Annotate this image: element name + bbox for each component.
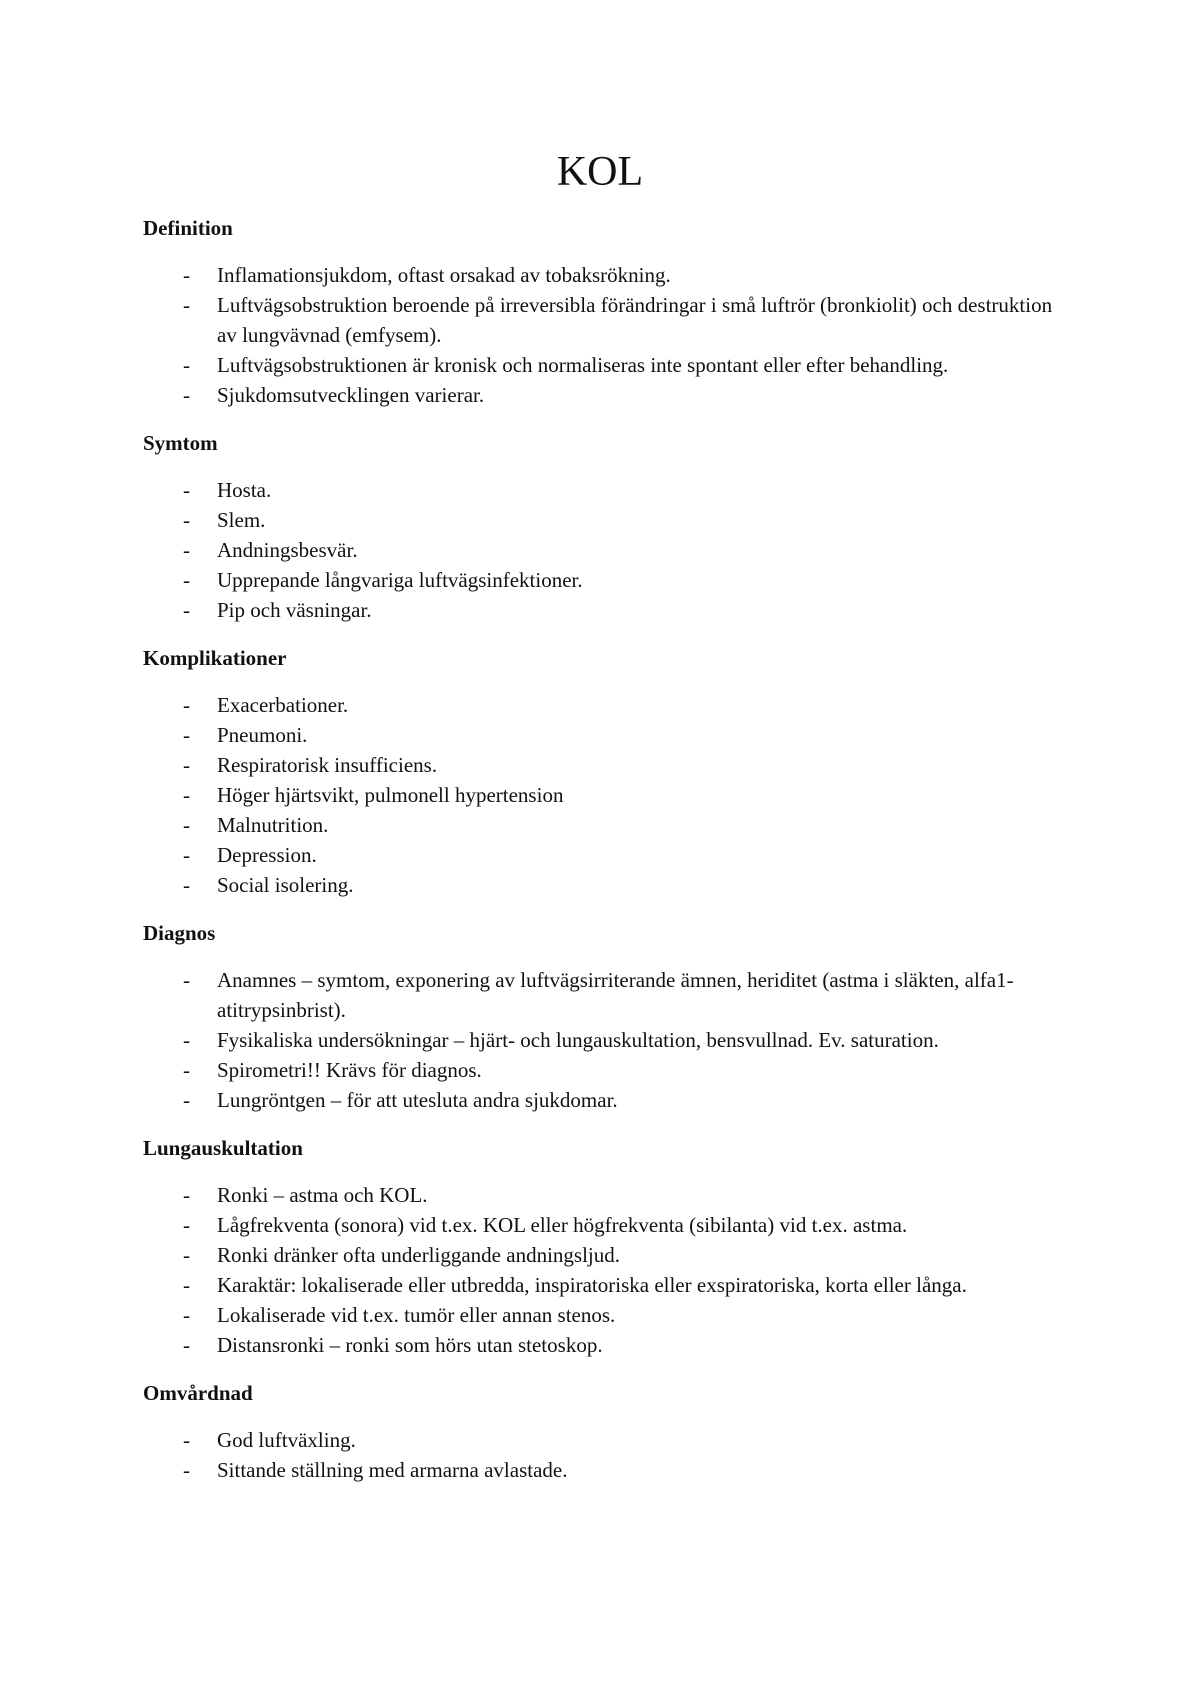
list-item <box>143 1270 1063 1300</box>
bullet-dash: - <box>183 478 190 502</box>
list-item <box>143 1300 1063 1330</box>
list-item <box>143 1025 1063 1055</box>
section-list <box>143 1180 1063 1360</box>
list-item <box>143 1085 1063 1115</box>
section-heading-omv-rdnad: Omvårdnad <box>143 1381 253 1405</box>
section-heading-definition: Definition <box>143 216 233 240</box>
list-item <box>143 1455 1063 1485</box>
list-item-text: God luftväxling. <box>217 1428 356 1452</box>
list-item-text: Social isolering. <box>217 873 354 897</box>
list-item-text: Ronki – astma och KOL. <box>217 1183 428 1207</box>
bullet-dash: - <box>183 873 190 897</box>
list-item <box>143 290 1063 350</box>
bullet-dash: - <box>183 783 190 807</box>
section-heading-komplikationer: Komplikationer <box>143 646 287 670</box>
list-item <box>143 260 1063 290</box>
list-item-text: Respiratorisk insufficiens. <box>217 753 438 777</box>
bullet-dash: - <box>183 1303 190 1327</box>
list-item-text: Anamnes – symtom, exponering av luftvägsirriterande ämnen, heriditet (astma i släkten, alfa1-atitrypsinbrist). <box>217 968 1014 1022</box>
list-item-text: Upprepande långvariga luftvägsinfektioner. <box>217 568 583 592</box>
list-item-text: Lokaliserade vid t.ex. tumör eller annan stenos. <box>217 1303 616 1327</box>
list-item-text: Andningsbesvär. <box>217 538 358 562</box>
list-item-text: Slem. <box>217 508 266 532</box>
list-item <box>143 475 1063 505</box>
list-item <box>143 380 1063 410</box>
bullet-dash: - <box>183 263 190 287</box>
section-list <box>143 475 1063 625</box>
section-list <box>143 260 1063 410</box>
list-item <box>143 1240 1063 1270</box>
list-item <box>143 780 1063 810</box>
section-list <box>143 690 1063 900</box>
list-item-text: Spirometri!! Krävs för diagnos. <box>217 1058 482 1082</box>
bullet-dash: - <box>183 353 190 377</box>
bullet-dash: - <box>183 1183 190 1207</box>
list-item <box>143 870 1063 900</box>
list-item <box>143 535 1063 565</box>
bullet-dash: - <box>183 508 190 532</box>
list-item-text: Sittande ställning med armarna avlastade. <box>217 1458 568 1482</box>
list-item-text: Luftvägsobstruktionen är kronisk och normaliseras inte spontant eller efter behandling. <box>217 353 949 377</box>
section-heading-lungauskultation: Lungauskultation <box>143 1136 303 1160</box>
bullet-dash: - <box>183 753 190 777</box>
list-item-text: Karaktär: lokaliserade eller utbredda, inspiratoriska eller exspiratoriska, korta eller långa. <box>217 1273 967 1297</box>
list-item-text: Depression. <box>217 843 317 867</box>
list-item-text: Pip och väsningar. <box>217 598 372 622</box>
list-item-text: Fysikaliska undersökningar – hjärt- och lungauskultation, bensvullnad. Ev. saturation. <box>217 1028 939 1052</box>
list-item-text: Lågfrekventa (sonora) vid t.ex. KOL eller högfrekventa (sibilanta) vid t.ex. astma. <box>217 1213 908 1237</box>
list-item <box>143 565 1063 595</box>
bullet-dash: - <box>183 1088 190 1112</box>
bullet-dash: - <box>183 1213 190 1237</box>
list-item <box>143 690 1063 720</box>
section-heading-diagnos: Diagnos <box>143 921 216 945</box>
list-item <box>143 720 1063 750</box>
bullet-dash: - <box>183 1273 190 1297</box>
list-item-text: Ronki dränker ofta underliggande andningsljud. <box>217 1243 620 1267</box>
list-item <box>143 1180 1063 1210</box>
list-item-text: Inflamationsjukdom, oftast orsakad av tobaksrökning. <box>217 263 671 287</box>
bullet-dash: - <box>183 968 190 992</box>
list-item-text: Höger hjärtsvikt, pulmonell hypertension <box>217 783 564 807</box>
bullet-dash: - <box>183 538 190 562</box>
list-item-text: Lungröntgen – för att utesluta andra sjukdomar. <box>217 1088 618 1112</box>
document-body <box>143 213 1063 1503</box>
section-heading-symtom: Symtom <box>143 431 218 455</box>
section-list <box>143 1425 1063 1485</box>
bullet-dash: - <box>183 598 190 622</box>
bullet-dash: - <box>183 1058 190 1082</box>
bullet-dash: - <box>183 723 190 747</box>
bullet-dash: - <box>183 843 190 867</box>
list-item <box>143 840 1063 870</box>
list-item <box>143 750 1063 780</box>
list-item <box>143 1330 1063 1360</box>
bullet-dash: - <box>183 383 190 407</box>
bullet-dash: - <box>183 1028 190 1052</box>
list-item <box>143 810 1063 840</box>
list-item-text: Sjukdomsutvecklingen varierar. <box>217 383 485 407</box>
bullet-dash: - <box>183 1243 190 1267</box>
list-item <box>143 965 1063 1025</box>
bullet-dash: - <box>183 568 190 592</box>
list-item <box>143 1425 1063 1455</box>
list-item-text: Exacerbationer. <box>217 693 349 717</box>
bullet-dash: - <box>183 293 190 317</box>
list-item <box>143 505 1063 535</box>
bullet-dash: - <box>183 693 190 717</box>
bullet-dash: - <box>183 1428 190 1452</box>
list-item-text: Hosta. <box>217 478 272 502</box>
list-item <box>143 350 1063 380</box>
list-item-text: Distansronki – ronki som hörs utan stetoskop. <box>217 1333 603 1357</box>
list-item <box>143 595 1063 625</box>
bullet-dash: - <box>183 1333 190 1357</box>
bullet-dash: - <box>183 813 190 837</box>
page-title: KOL <box>556 149 644 195</box>
list-item <box>143 1055 1063 1085</box>
bullet-dash: - <box>183 1458 190 1482</box>
list-item-text: Luftvägsobstruktion beroende på irreversibla förändringar i små luftrör (bronkiolit) och destruktion av lungvävnad (emfysem). <box>217 293 1053 347</box>
list-item-text: Pneumoni. <box>217 723 308 747</box>
section-list <box>143 965 1063 1115</box>
list-item-text: Malnutrition. <box>217 813 329 837</box>
list-item <box>143 1210 1063 1240</box>
